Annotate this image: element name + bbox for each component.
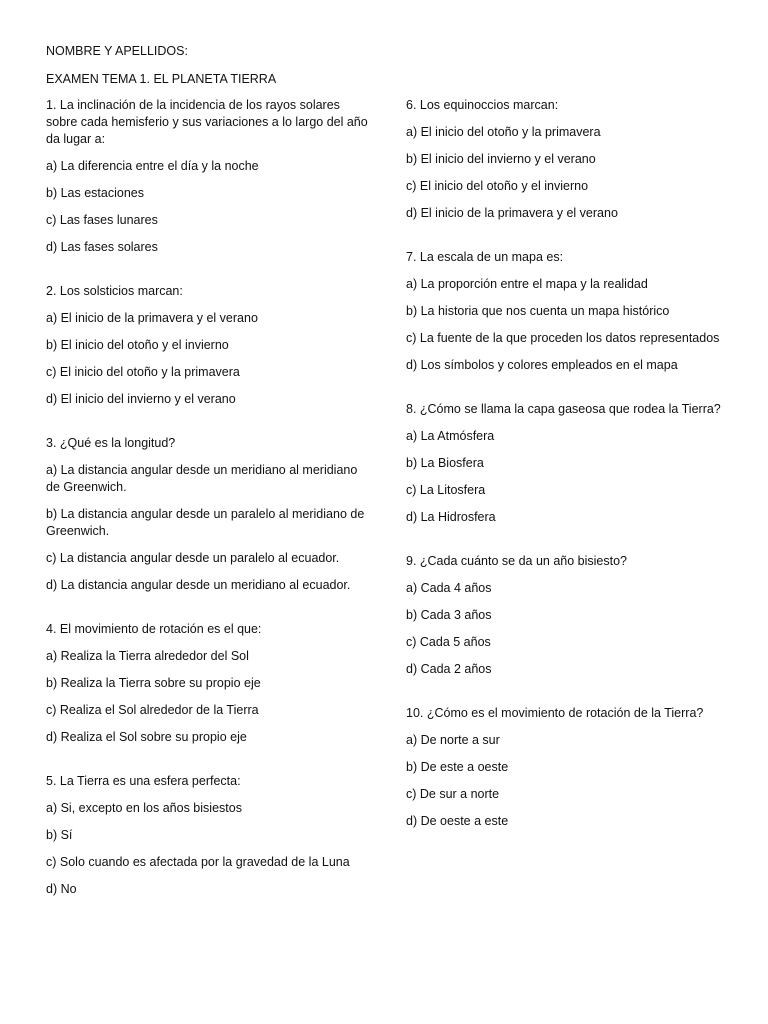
option-b: b) Cada 3 años [406,608,492,622]
question-text: 4. El movimiento de rotación es el que: [46,622,262,636]
question-text: 10. ¿Cómo es el movimiento de rotación de la Tierra? [406,706,704,720]
option-a: a) La Atmósfera [406,429,495,443]
option-a: a) Si, excepto en los años bisiestos [46,801,242,815]
option-a: a) Cada 4 años [406,581,492,595]
option-d: d) El inicio del invierno y el verano [46,392,236,406]
right-column [406,97,728,840]
exam-title: EXAMEN TEMA 1. EL PLANETA TIERRA [46,72,277,86]
option-d: d) La Hidrosfera [406,510,496,524]
question-text: 6. Los equinoccios marcan: [406,98,559,112]
option-c: c) La fuente de la que proceden los datos representados [406,331,720,345]
option-d: d) Cada 2 años [406,662,492,676]
option-a: a) Realiza la Tierra alrededor del Sol [46,649,249,663]
option-c: c) De sur a norte [406,787,500,801]
option-c: c) El inicio del otoño y el invierno [406,179,589,193]
option-d: d) Realiza el Sol sobre su propio eje [46,730,247,744]
question-4 [46,621,368,746]
option-a: a) La proporción entre el mapa y la realidad [406,277,648,291]
option-a: a) De norte a sur [406,733,500,747]
option-d: d) Las fases solares [46,240,158,254]
question-text: 5. La Tierra es una esfera perfecta: [46,774,241,788]
question-text: 3. ¿Qué es la longitud? [46,436,176,450]
option-b: b) La historia que nos cuenta un mapa histórico [406,304,670,318]
option-d: d) No [46,882,77,896]
question-2 [46,283,368,408]
question-3 [46,435,368,594]
option-b: b) La Biosfera [406,456,484,470]
left-column [46,97,368,908]
question-text: 1. La inclinación de la incidencia de los rayos solares sobre cada hemisferio y sus variaciones a lo largo del año da lugar a: [46,98,368,146]
option-d: d) De oeste a este [406,814,509,828]
question-5 [46,773,368,898]
question-9 [406,553,728,678]
question-10 [406,705,728,830]
question-text: 2. Los solsticios marcan: [46,284,183,298]
option-b: b) De este a oeste [406,760,509,774]
option-c: c) Solo cuando es afectada por la gravedad de la Luna [46,855,350,869]
option-d: d) El inicio de la primavera y el verano [406,206,618,220]
question-text: 8. ¿Cómo se llama la capa gaseosa que rodea la Tierra? [406,402,721,416]
option-b: b) El inicio del otoño y el invierno [46,338,229,352]
question-8 [406,401,728,526]
option-a: a) La distancia angular desde un meridiano al meridiano de Greenwich. [46,463,358,494]
option-d: d) Los símbolos y colores empleados en el mapa [406,358,678,372]
option-a: a) El inicio de la primavera y el verano [46,311,258,325]
option-c: c) La distancia angular desde un paralelo al ecuador. [46,551,340,565]
name-field-label: NOMBRE Y APELLIDOS: [46,44,188,58]
option-b: b) La distancia angular desde un paralelo al meridiano de Greenwich. [46,507,365,538]
option-b: b) El inicio del invierno y el verano [406,152,596,166]
option-c: c) El inicio del otoño y la primavera [46,365,240,379]
option-b: b) Realiza la Tierra sobre su propio eje [46,676,261,690]
option-c: c) Realiza el Sol alrededor de la Tierra [46,703,259,717]
question-6 [406,97,728,222]
question-text: 9. ¿Cada cuánto se da un año bisiesto? [406,554,627,568]
option-c: c) Cada 5 años [406,635,491,649]
option-d: d) La distancia angular desde un meridiano al ecuador. [46,578,351,592]
question-7 [406,249,728,374]
question-1 [46,97,368,256]
question-text: 7. La escala de un mapa es: [406,250,564,264]
option-c: c) Las fases lunares [46,213,158,227]
option-b: b) Sí [46,828,73,842]
option-a: a) El inicio del otoño y la primavera [406,125,601,139]
option-b: b) Las estaciones [46,186,144,200]
option-a: a) La diferencia entre el día y la noche [46,159,259,173]
option-c: c) La Litosfera [406,483,486,497]
